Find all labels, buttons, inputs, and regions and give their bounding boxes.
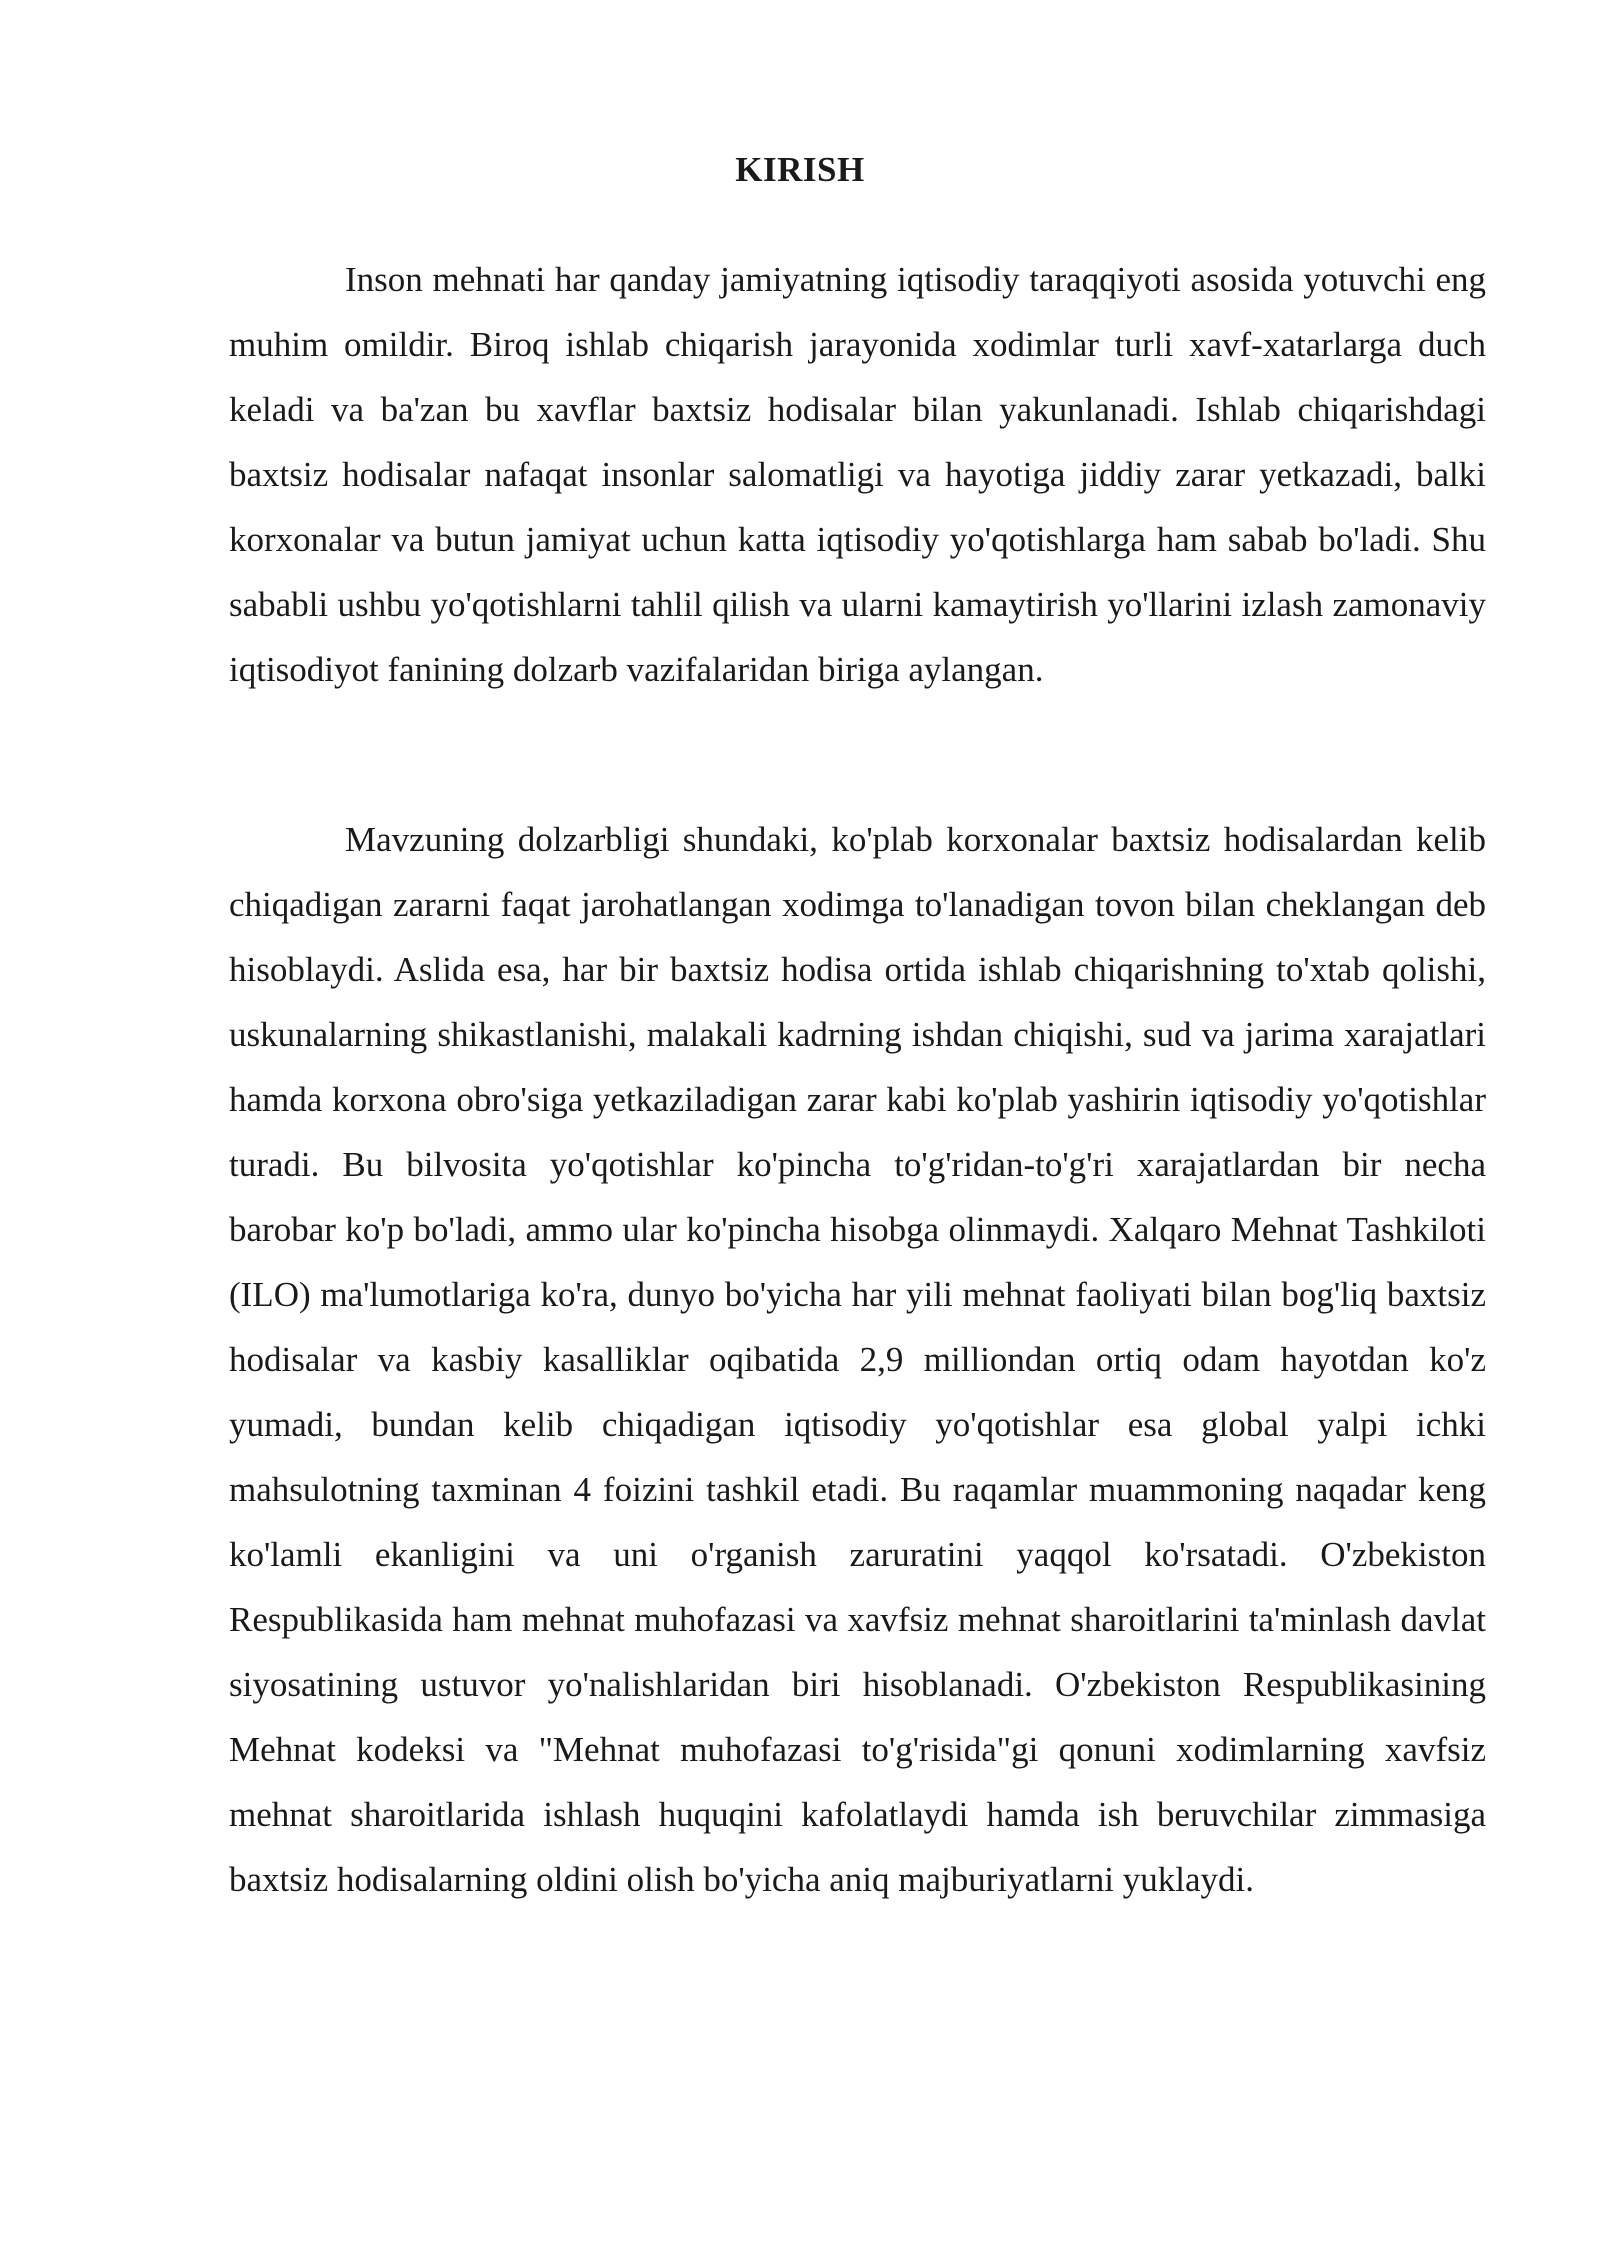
paragraph-introduction: Inson mehnati har qanday jamiyatning iqtisodiy taraqqiyoti asosida yotuvchi eng muhim omildir. Biroq ishlab chiqarish jarayonida xodimlar turli xavf-xatarlarga duch keladi va ba'zan bu xavflar baxtsiz hodisalar bilan yakunlanadi. Ishlab chiqarishdagi baxtsiz hodisalar nafaqat insonlar salomatligi va hayotiga jiddiy zarar yetkazadi, balki korxonalar va butun jamiyat uchun katta iqtisodiy yo'qotishlarga ham sabab bo'ladi. Shu sababli ushbu yo'qotishlarni tahlil qilish va ularni kamaytirish yo'llarini izlash zamonaviy iqtisodiyot fanining dolzarb vazifalaridan biriga aylangan. — [229, 260, 1486, 689]
page-title: KIRISH — [735, 150, 865, 189]
paragraph-relevance: Mavzuning dolzarbligi shundaki, ko'plab korxonalar baxtsiz hodisalardan kelib chiqadigan zararni faqat jarohatlangan xodimga to'lanadigan tovon bilan cheklangan deb hisoblaydi. Aslida esa, har bir baxtsiz hodisa ortida ishlab chiqarishning to'xtab qolishi, uskunalarning shikastlanishi, malakali kadrning ishdan chiqishi, sud va jarima xarajatlari hamda korxona obro'siga yetkaziladigan zarar kabi ko'plab yashirin iqtisodiy yo'qotishlar turadi. Bu bilvosita yo'qotishlar ko'pincha to'g'ridan-to'g'ri xarajatlardan bir necha barobar ko'p bo'ladi, ammo ular ko'pincha hisobga olinmaydi. Xalqaro Mehnat Tashkiloti (ILO) ma'lumotlariga ko'ra, dunyo bo'yicha har yili mehnat faoliyati bilan bog'liq baxtsiz hodisalar va kasbiy kasalliklar oqibatida 2,9 milliondan ortiq odam hayotdan ko'z yumadi, bundan kelib chiqadigan iqtisodiy yo'qotishlar esa global yalpi ichki mahsulotning taxminan 4 foizini tashkil etadi. Bu raqamlar muammoning naqadar keng ko'lamli ekanligini va uni o'rganish zaruratini yaqqol ko'rsatadi. O'zbekiston Respublikasida ham mehnat muhofazasi va xavfsiz mehnat sharoitlarini ta'minlash davlat siyosatining ustuvor yo'nalishlaridan biri hisoblanadi. O'zbekiston Respublikasining Mehnat kodeksi va "Mehnat muhofazasi to'g'risida"gi qonuni xodimlarning xavfsiz mehnat sharoitlarida ishlash huquqini kafolatlaydi hamda ish beruvchilar zimmasiga baxtsiz hodisalarning oldini olish bo'yicha aniq majburiyatlarni yuklaydi. — [229, 820, 1486, 1899]
